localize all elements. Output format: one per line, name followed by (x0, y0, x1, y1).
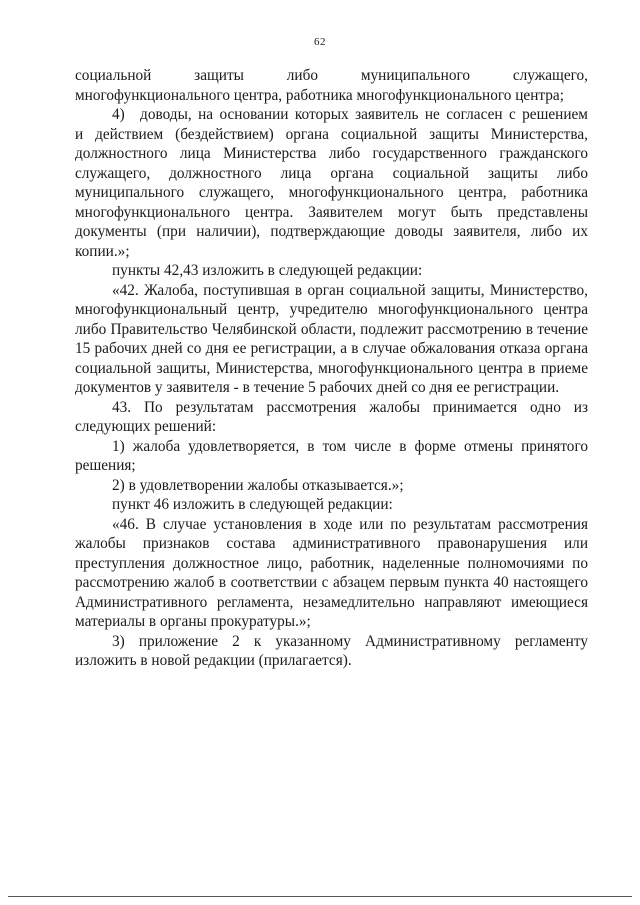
paragraph-appendix-2: 3) приложение 2 к указанному Административному регламенту изложить в новой редакции (прилагается). (75, 632, 588, 669)
paragraph-point-46: «46. В случае установления в ходе или по результатам рассмотрения жалобы признаков состава административного правонарушения или преступления должностное лицо, работник, наделенные полномочиями по рассмотрению жалоб в соответствии с абзацем первым пункта 40 настоящего Административного регламента, незамедлительно направляют имеющиеся материалы в органы прокуратуры.»; (75, 515, 588, 630)
document-body (75, 66, 588, 671)
paragraph-continuation: социальной защиты либо муниципального служащего, многофункционального центра, работника многофункционального центра; (75, 67, 588, 104)
paragraph-point-46-intro: пункт 46 изложить в следующей редакции: (112, 496, 393, 513)
page-number: 62 (314, 36, 326, 48)
paragraph-point-43: 43. По результатам рассмотрения жалобы принимается одно из следующих решений: (75, 398, 588, 435)
paragraph-item-4: 4) доводы, на основании которых заявитель не согласен с решением и действием (бездействием) органа социальной защиты Министерства, должностного лица Министерства либо государственного гражданского служащего, должностного лица органа социальной защиты либо муниципального служащего, многофункционального центра, работника многофункционального центра. Заявителем могут быть представлены документы (при наличии), подтверждающие доводы заявителя, либо их копии.»; (75, 106, 588, 260)
paragraph-point-42: «42. Жалоба, поступившая в орган социальной защиты, Министерство, многофункциональный центр, учредителю многофункционального центра либо Правительство Челябинской области, подлежит рассмотрению в течение 15 рабочих дней со дня ее регистрации, а в случае обжалования отказа органа социальной защиты, Министерства, многофункционального центра в приеме документов у заявителя - в течение 5 рабочих дней со дня ее регистрации. (75, 281, 588, 396)
paragraph-decision-2: 2) в удовлетворении жалобы отказывается.»; (112, 476, 404, 494)
paragraph-decision-1: 1) жалоба удовлетворяется, в том числе в форме отмены принятого решения; (75, 437, 588, 474)
bottom-divider (8, 896, 632, 897)
paragraph-points-42-43-intro: пункты 42,43 изложить в следующей редакции: (112, 262, 423, 279)
